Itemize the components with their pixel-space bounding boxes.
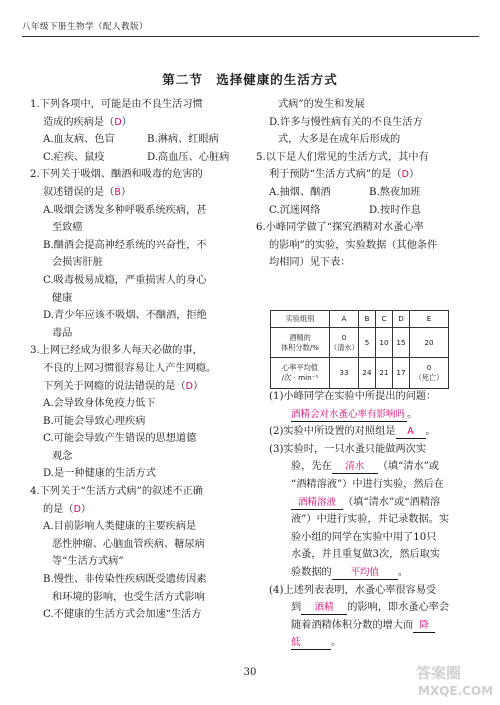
q5-option-c: C.沉迷网络 (269, 204, 321, 216)
q6-sub4-l2: 到 (291, 602, 302, 614)
q1-option-d: D.高血压、心脏病 (147, 151, 230, 163)
q4-paren: ） (80, 503, 92, 515)
table-cell-rate-c: 21 (376, 358, 393, 389)
table-group-e: E (410, 311, 449, 328)
q1-answer: D (114, 116, 122, 128)
q5-stem: 5.以下是人们常见的生活方式，其中有 (256, 151, 429, 163)
q1-option-b: B.淋病、红眼病 (147, 134, 219, 146)
q5-stem-l2: 利于预防“生活方式病”的是（ (269, 169, 402, 181)
q6-sub2-answer: A (396, 425, 426, 439)
conc-a-note: （清水） (330, 342, 359, 352)
q2-option-d-cont: 毒品 (52, 327, 73, 339)
q6-sub3-l4: （填“清水”或“酒精溶 (343, 496, 441, 508)
q2-option-b: B.酗酒会提高神经系统的兴奋性，不 (43, 239, 207, 251)
q3-paren: ） (192, 380, 204, 392)
q2-stem: 2.下列关于吸烟、酗酒和吸毒的危害的 (30, 169, 203, 181)
q6-sub3-l2: 验，先在 (291, 461, 332, 473)
table-group-d: D (393, 311, 410, 328)
left-column (30, 96, 252, 624)
q2-option-b-cont: 会损害肝脏 (52, 257, 103, 269)
table-group-a: A (330, 311, 359, 328)
table-cell-rate-a: 33 (330, 358, 359, 389)
table-cell-rate-d: 17 (393, 358, 410, 389)
q6-sub1: (1)小峰同学在实验中所提出的问题： (269, 391, 437, 402)
page-number: 30 (243, 667, 257, 678)
table-cell-conc-e: 20 (410, 328, 449, 358)
q3-option-a: A.会导致身体免疫力低下 (43, 398, 156, 410)
q1-stem: 1.下列各项中，可能是由不良生活习惯 (30, 99, 203, 110)
q3-option-d: D.是一种健康的生活方式 (43, 468, 156, 480)
q2-option-a: A.吸烟会诱发多种呼吸系统疾病，甚 (43, 204, 207, 216)
q6-sub4-answer-1: 酒精 (301, 601, 347, 615)
q6-sub3-l2b: （填“清水”或 (377, 461, 440, 473)
q3-option-c: C.可能会导致产生错误的思想道德 (43, 433, 197, 445)
rate-e-value: 0 (426, 363, 432, 372)
q4-option-a-cont: 恶性肿瘤、心脑血管疾病、糖尿病 (52, 538, 205, 550)
question-1 (30, 96, 252, 166)
q6-sub3-l3: “酒精溶液”）中进行实验，然后在 (291, 478, 445, 490)
question-5 (256, 149, 480, 219)
q2-option-a-cont: 至致癌 (52, 222, 83, 234)
q2-paren: ） (120, 186, 132, 198)
q4-option-c-cont: 式病”的发生和发展 (278, 99, 365, 110)
table-header-group: 实验组别 (271, 311, 330, 328)
q4-option-b: B.慢性、非传染性疾病既受遗传因素 (43, 574, 207, 586)
conc-label-l1: 酒精的 (289, 332, 311, 342)
rate-e-note: （死亡） (414, 373, 444, 382)
q4-option-a-cont2: 等“生活方式病” (52, 556, 124, 568)
q6-sub3-period: 。 (397, 566, 408, 578)
table-cell-rate-b: 24 (359, 358, 376, 389)
q6-stem: 6.小峰同学做了“探究酒精对水蚤心率 (256, 222, 424, 234)
q1-option-a: A.血友病、色盲 (43, 134, 115, 146)
q5-option-b: B.熬夜加班 (369, 186, 421, 198)
q4-option-d-cont: 式，大多是在成年后形成的 (278, 134, 401, 146)
q5-answer: D (401, 169, 409, 181)
conc-label-l2: 体积分数/% (280, 342, 319, 352)
q6-stem-l3: 均相同）见下表： (269, 257, 351, 269)
svg-text:MXQE.COM: MXQE.COM (418, 684, 494, 698)
q5-option-a: A.抽烟、酗酒 (269, 186, 331, 198)
svg-text:答案圈: 答案圈 (416, 664, 462, 682)
experiment-table (270, 310, 449, 389)
q1-option-c: C.疟疾、鼠疫 (43, 151, 105, 163)
q2-option-c-cont: 健康 (52, 292, 73, 304)
table-group-b: B (359, 311, 376, 328)
q2-option-d: D.青少年应该不吸烟、不酗酒，拒绝 (43, 310, 207, 322)
table-cell-conc-a (330, 328, 359, 358)
question-3 (30, 342, 252, 483)
rate-label-l1: 心率平均值 (282, 363, 318, 372)
book-header: 八年级下册生物学（配人教版） (22, 22, 149, 32)
watermark-logo (412, 660, 498, 700)
q4-option-b-cont: 和环境的影响，也受生活方式影响 (52, 591, 205, 603)
q6-sub4-period: 。 (331, 637, 342, 649)
q3-stem-l3: 下列关于网瘾的说法错误的是（ (43, 380, 186, 392)
table-cell-conc-d: 15 (393, 328, 410, 358)
q4-option-a: A.目前影响人类健康的主要疾病是 (43, 521, 197, 533)
q6-subquestions (269, 388, 481, 652)
q3-option-b: B.可能会导致心理疾病 (43, 415, 146, 427)
q3-answer: D (185, 380, 193, 392)
rate-label-l2: /次 · min⁻¹ (281, 373, 319, 382)
q6-sub4-answer-2b: 低 (291, 636, 331, 650)
q4-stem-l2: 的是（ (43, 503, 74, 515)
q6-sub4: (4)上述列表表明，水蚤心率很容易受 (269, 584, 437, 596)
q6-sub2-period: 。 (425, 426, 436, 438)
q4-answer: D (73, 503, 81, 515)
q1-stem-cont: 造成的疾病是（ (43, 116, 115, 128)
q5-option-d: D.按时作息 (369, 204, 421, 216)
table-row-concentration-label (271, 328, 330, 358)
q6-sub2: (2)实验中所设置的对照组是 (269, 426, 396, 438)
q4-option-d: D.许多与慢性病有关的不良生活方 (269, 116, 423, 128)
section-title: 第二节 选择健康的生活方式 (162, 72, 338, 87)
table-cell-conc-b: 5 (359, 328, 376, 358)
q6-sub4-l3: 随着酒精体积分数的增大而 (291, 619, 414, 631)
q5-paren: ） (409, 169, 420, 181)
table-row-heartrate-label (271, 358, 330, 389)
q6-stem-l2: 的影响”的实验，实验数据（其他条件 (269, 239, 438, 251)
q6-sub3-l8: 验数据的 (291, 566, 332, 578)
q3-stem: 3.上网已经成为很多人每天必做的事， (30, 345, 203, 357)
q2-stem-cont: 叙述错误的是（ (43, 186, 115, 198)
question-4 (30, 483, 252, 624)
table-group-c: C (376, 311, 393, 328)
q6-sub3: (3)实验时，一只水蚤只能做两次实 (269, 443, 427, 455)
q2-option-c: C.吸毒极易成瘾，严重损害人的身心 (43, 274, 207, 286)
q6-sub4-answer-2a: 降 (413, 619, 435, 633)
q4-stem: 4.下列关于“生活方式病”的叙述不正确 (30, 486, 203, 498)
q6-sub3-answer-3: 平均值 (332, 566, 398, 580)
q6-sub3-l6: 验小组的同学在实验中用了10只 (291, 531, 437, 543)
question-2 (30, 166, 252, 342)
q3-stem-l2: 不良的上网习惯很容易让人产生网瘾。 (43, 362, 217, 374)
q6-sub1-period: 。 (407, 408, 418, 420)
q6-sub3-answer-2: 酒精溶液 (291, 496, 343, 510)
q6-sub1-answer: 酒精会对水蚤心率有影响吗 (291, 408, 406, 420)
q1-paren: ） (121, 116, 132, 128)
q4-option-c: C.不健康的生活方式会加速“生活方 (43, 609, 202, 621)
q6-sub3-answer-1: 清水 (332, 460, 378, 474)
q3-option-c-cont: 观念 (52, 450, 73, 462)
conc-a-value: 0 (341, 332, 347, 342)
q2-answer: B (114, 186, 121, 198)
question-6 (256, 219, 480, 272)
q6-sub3-l7: 水蚤，并且重复做3次，然后取实 (291, 549, 441, 561)
header-rule (22, 36, 479, 37)
q6-sub4-l2b: 的影响，即水蚤心率会 (347, 602, 450, 614)
table-cell-rate-e (410, 358, 449, 389)
right-column (256, 96, 480, 272)
q6-sub3-l5: 液”）中进行实验，并记录数据。实 (291, 514, 450, 526)
table-cell-conc-c: 10 (376, 328, 393, 358)
